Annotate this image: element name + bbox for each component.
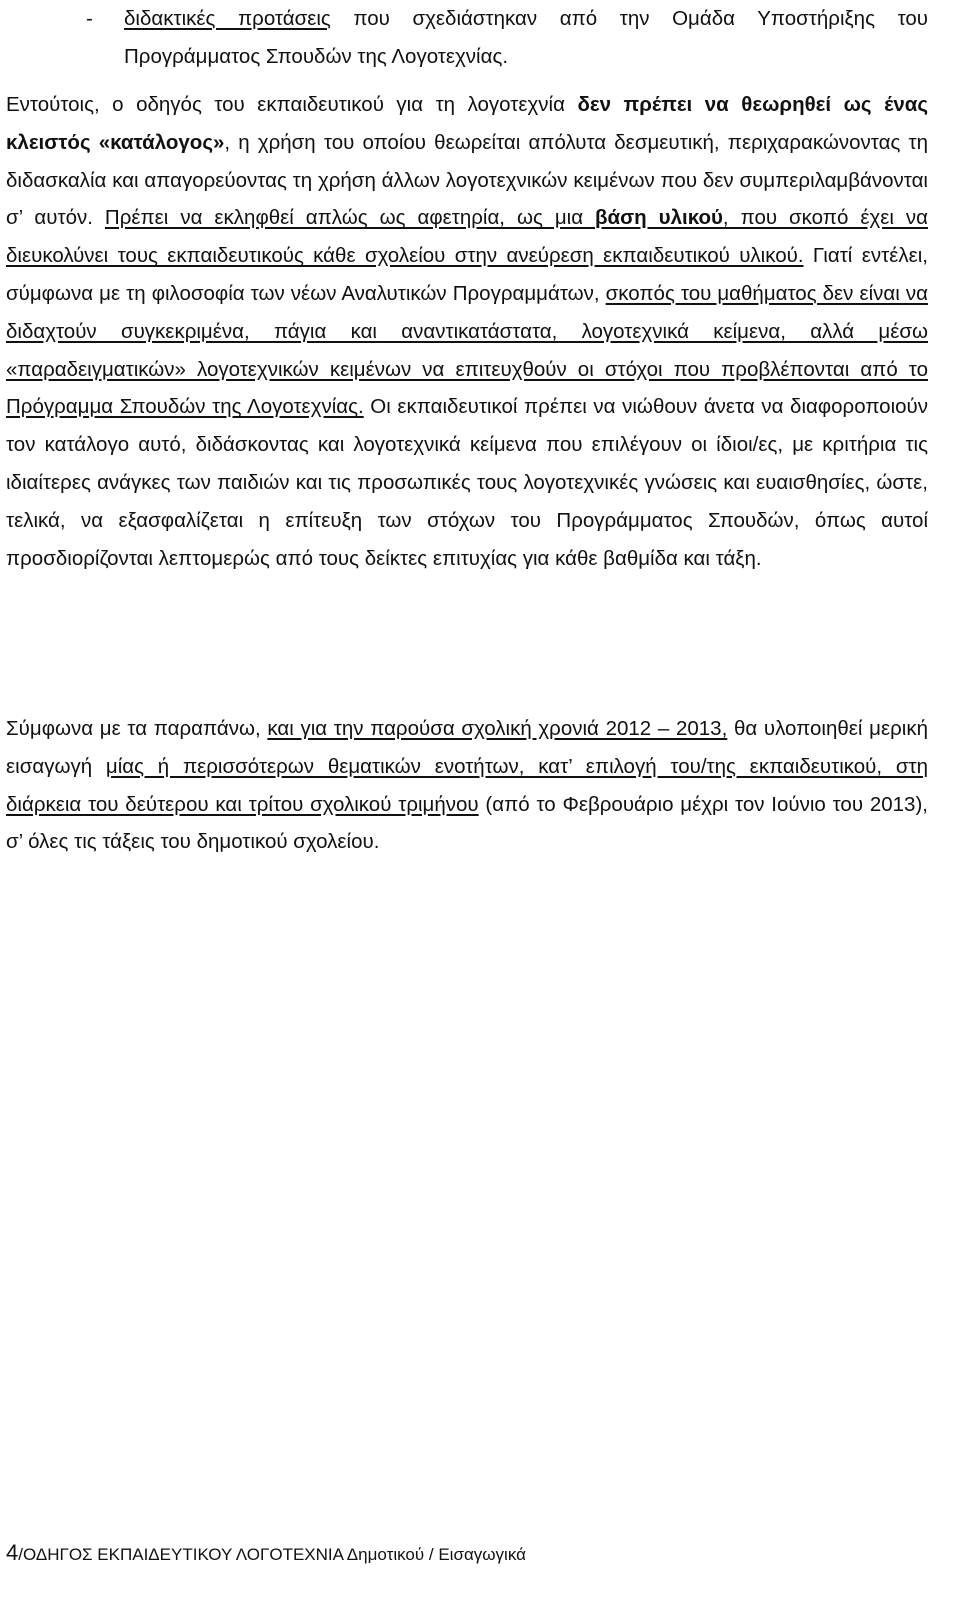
- bullet-item: [6, 0, 928, 76]
- bullet-dash: -: [86, 7, 93, 30]
- bullet-text: [124, 0, 928, 76]
- p1-bold-material-base: βάση υλικού: [595, 206, 723, 230]
- paragraph-school-year: [6, 710, 928, 861]
- p1-text-1: Εντούτοις, ο οδηγός του εκπαιδευτικού για τη λογοτεχνία: [6, 93, 578, 116]
- footer-title: /ΟΔΗΓΟΣ ΕΚΠΑΙΔΕΥΤΙΚΟΥ ΛΟΓΟΤΕΧΝΙΑ Δημοτικού / Εισαγωγικά: [18, 1545, 526, 1564]
- p2-text-3: (από το Φεβρουάριο μέχρι τον Ιούνιο του 2013), σ’ όλες τις τάξεις του δημοτικού σχολείου.: [6, 792, 928, 854]
- p1-text-4: Οι εκπαιδευτικοί πρέπει να νιώθουν άνετα να διαφοροποιούν τον κατάλογο αυτό, διδάσκοντας και λογοτεχνικά κείμενα που επιλέγουν οι ίδιοι/ες, με κριτήρια τις ιδιαίτερες ανάγκες των παιδιών και τις προσωπικές τους λογοτεχνικές γνώσεις και ευαισθησίες, ώστε, τελικά, να εξασφαλίζεται η επίτευξη των στόχων του Προγράμματος Σπουδών, όπως αυτοί προσδιορίζονται λεπτομερώς από τους δείκτες επιτυχίας για κάθε βαθμίδα και τάξη.: [6, 395, 928, 570]
- page-number: 4: [6, 1540, 19, 1565]
- p1-text-3: Γιατί εντέλει, σύμφωνα με τη φιλοσοφία των νέων Αναλυτικών Προγραμμάτων,: [6, 244, 928, 305]
- p2-underlined-units: μίας ή περισσότερων θεματικών ενοτήτων, κατ’ επιλογή του/της εκπαιδευτικού, στη διάρκεια του δεύτερου και τρίτου σχολικού τριμήνου: [6, 754, 928, 816]
- p1-underlined-goal: σκοπός του μαθήματος δεν είναι να διδαχτούν συγκεκριμένα, πάγια και αναντικατάστατα, λογοτεχνικά κείμενα, αλλά μέσω «παραδειγματικών» λογοτεχνικών κειμένων να επιτευχθούν οι στόχοι που προβλέπονται από το Πρόγραμμα Σπουδών της Λογοτεχνίας.: [6, 281, 928, 419]
- p1-bold-catalogue: δεν πρέπει να θεωρηθεί ως ένας κλειστός «κατάλογος»: [6, 93, 928, 154]
- p1-underlined-2: , που σκοπό έχει να διευκολύνει τους εκπαιδευτικούς κάθε σχολείου στην ανεύρεση εκπαιδευτικού υλικού.: [6, 206, 928, 268]
- p2-text-1: Σύμφωνα με τα παραπάνω,: [6, 717, 268, 740]
- didactic-proposals-link[interactable]: διδακτικές προτάσεις: [124, 7, 331, 30]
- paragraph-guide-not-catalogue: [6, 86, 928, 577]
- p2-underlined-year: και για την παρούσα σχολική χρονιά 2012 – 2013,: [267, 717, 728, 740]
- p2-text-2: θα υλοποιηθεί μερική εισαγωγή: [6, 717, 928, 778]
- p1-text-2: , η χρήση του οποίου θεωρείται απόλυτα δεσμευτική, περιχαρακώνοντας τη διδασκαλία και απαγορεύοντας τη χρήση άλλων λογοτεχνικών κειμένων που δεν συμπεριλαμβάνονται σ’ αυτόν.: [6, 130, 928, 230]
- bullet-rest: που σχεδιάστηκαν από την Ομάδα Υποστήριξης του Προγράμματος Σπουδών της Λογοτεχνίας.: [124, 7, 928, 68]
- p1-underlined-1: Πρέπει να εκληφθεί απλώς ως αφετηρία, ως μια: [104, 206, 596, 230]
- page-footer: [6, 1541, 526, 1567]
